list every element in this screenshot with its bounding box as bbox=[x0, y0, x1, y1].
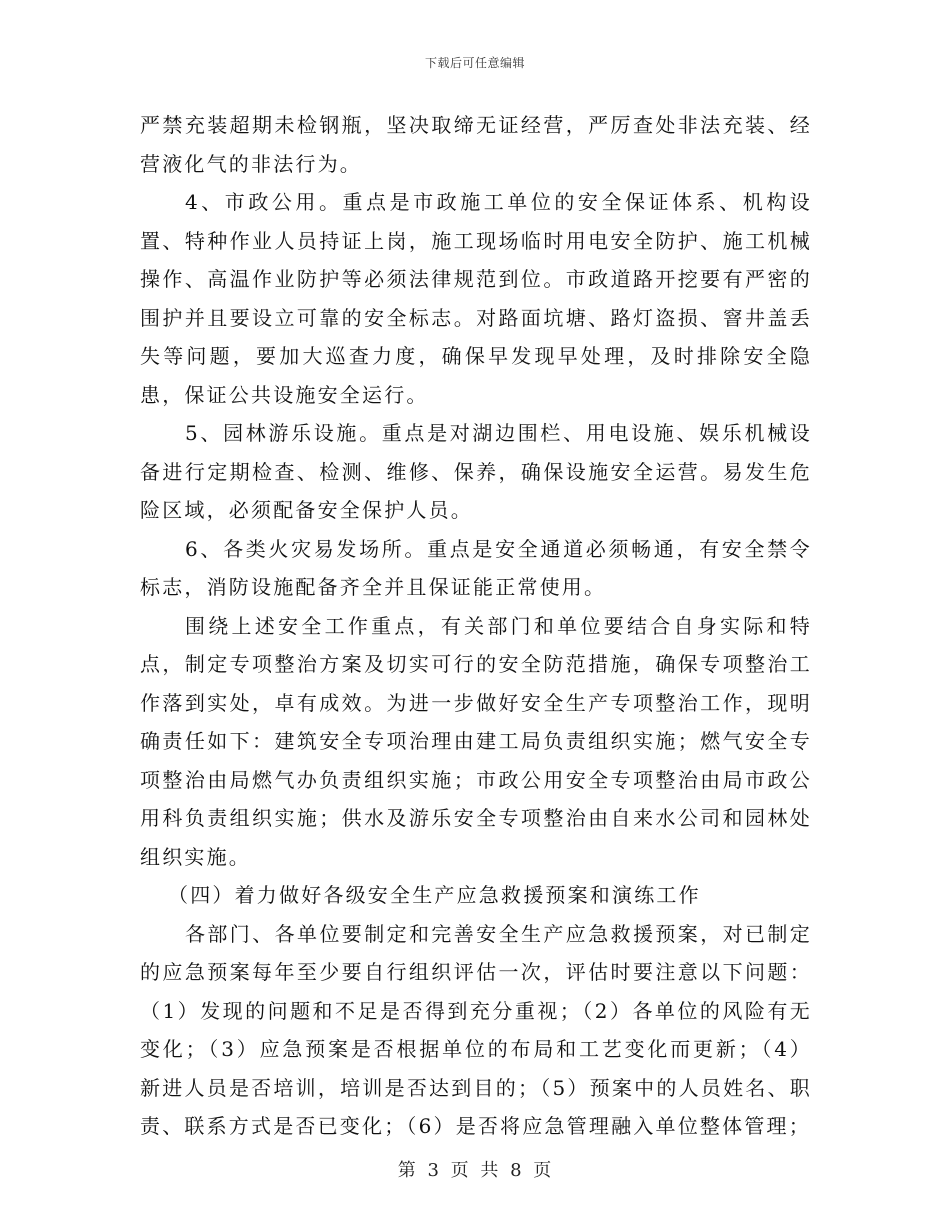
paragraph-continuation: 严禁充装超期未检钢瓶，坚决取缔无证经营，严厉查处非法充装、经营液化气的非法行为。 bbox=[140, 113, 812, 176]
paragraph-municipal-utilities: 4、市政公用。重点是市政施工单位的安全保证体系、机构设置、特种作业人员持证上岗，施工现场临时用电安全防护、施工机械操作、高温作业防护等必须法律规范到位。市政道路开挖要有严密的围护并且要设立可靠的安全标志。对路面坑塘、路灯盗损、窨井盖丢失等问题，要加大巡查力度，确保早发现早处理，及时排除安全隐患，保证公共设施安全运行。 bbox=[140, 190, 812, 407]
paragraph-emergency-plan-evaluation: 各部门、各单位要制定和完善安全生产应急救援预案，对已制定的应急预案每年至少要自行组织评估一次，评估时要注意以下问题：（1）发现的问题和不足是否得到充分重视；（2）各单位的风险有无变化；（3）应急预案是否根据单位的布局和工艺变化而更新；（4）新进人员是否培训，培训是否达到目的；（5）预案中的人员姓名、职责、联系方式是否已变化；（6）是否将应急管理融入单位整体管理； bbox=[140, 921, 812, 1138]
page-header-note: 下载后可任意编辑 bbox=[424, 56, 525, 70]
page-number: 第 3 页 共 8 页 bbox=[397, 1160, 553, 1181]
paragraph-garden-facilities: 5、园林游乐设施。重点是对湖边围栏、用电设施、娱乐机械设备进行定期检查、检测、维修、保养，确保设施安全运营。易发生危险区域，必须配备安全保护人员。 bbox=[140, 421, 812, 522]
document-body bbox=[140, 106, 812, 1146]
paragraph-responsibilities: 围绕上述安全工作重点，有关部门和单位要结合自身实际和特点，制定专项整治方案及切实可行的安全防范措施，确保专项整治工作落到实处，卓有成效。为进一步做好安全生产专项整治工作，现明确责任如下：建筑安全专项治理由建工局负责组织实施；燃气安全专项整治由局燃气办负责组织实施；市政公用安全专项整治由局市政公用科负责组织实施；供水及游乐安全专项整治由自来水公司和园林处组织实施。 bbox=[140, 613, 812, 869]
section-heading-emergency-plans: （四）着力做好各级安全生产应急救援预案和演练工作 bbox=[168, 883, 701, 907]
paragraph-fire-prone-places: 6、各类火灾易发场所。重点是安全通道必须畅通，有安全禁令标志，消防设施配备齐全并且保证能正常使用。 bbox=[140, 536, 812, 599]
